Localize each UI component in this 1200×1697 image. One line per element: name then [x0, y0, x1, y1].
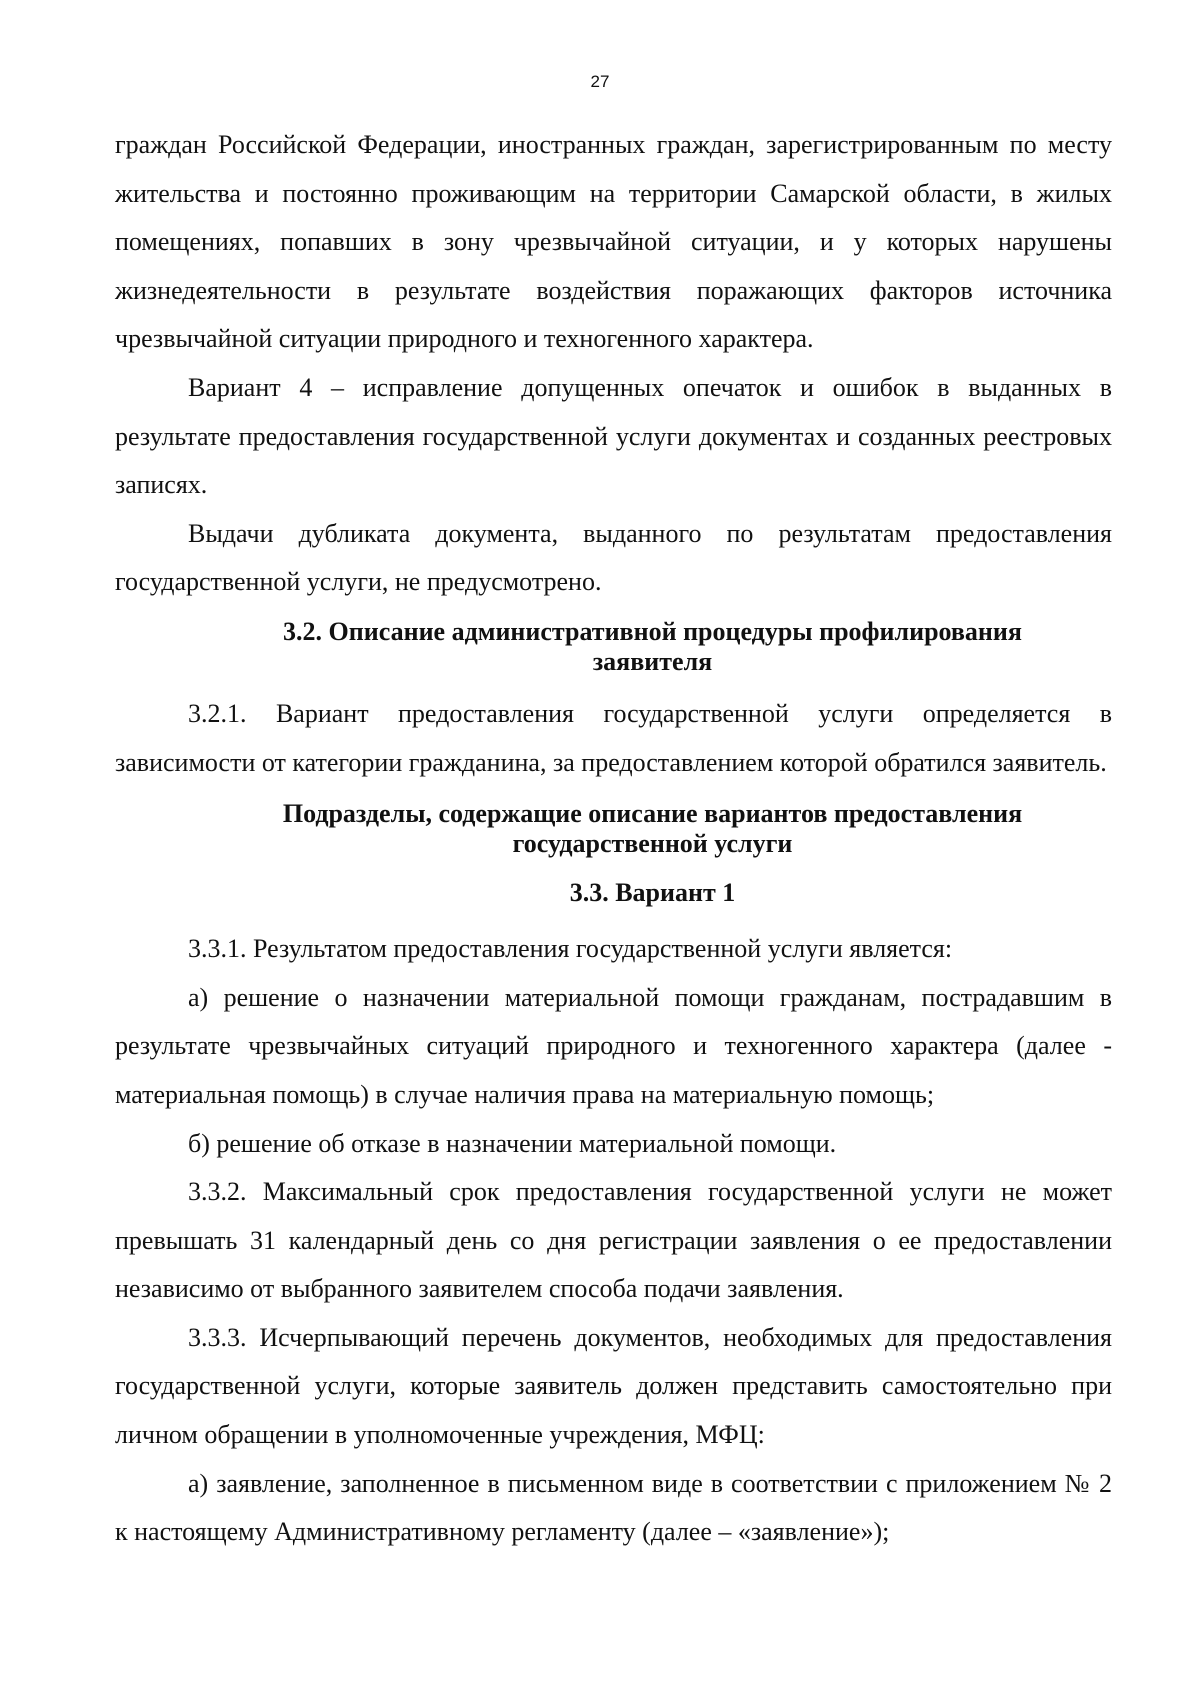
- paragraph-3-3-1: 3.3.1. Результатом предоставления государственной услуги является:: [188, 934, 953, 964]
- paragraph-citizens: граждан Российской Федерации, иностранных граждан, зарегистрированным по месту жительства и постоянно проживающим на территории Самарской области, в жилых помещениях, попавших в зону чрезвычайной ситуации, и у которых нарушены жизнедеятельности в результате воздействия поражающих факторов источника чрезвычайной ситуации природного и техногенного характера.: [115, 130, 1112, 354]
- paragraph-variant-4: Вариант 4 – исправление допущенных опечаток и ошибок в выданных в результате предоставления государственной услуги документах и созданных реестровых записях.: [115, 372, 1112, 500]
- paragraph-3-2-1: 3.2.1. Вариант предоставления государственной услуги определяется в зависимости от категории гражданина, за предоставлением которой обратился заявитель.: [115, 698, 1112, 777]
- paragraph-3-3-3: 3.3.3. Исчерпывающий перечень документов, необходимых для предоставления государственной услуги, которые заявитель должен представить самостоятельно при личном обращении в уполномоченные учреждения, МФЦ:: [115, 1322, 1112, 1450]
- page-content: [115, 121, 1112, 1557]
- heading-3-2: [115, 617, 1112, 677]
- list-item-a-application: а) заявление, заполненное в письменном виде в соответствии с приложением № 2 к настоящему Административному регламенту (далее – «заявление»);: [115, 1468, 1112, 1547]
- heading-subsections: [115, 799, 1112, 859]
- heading-3-2-line2: заявителя: [592, 646, 713, 676]
- heading-subsections-line2: государственной услуги: [512, 829, 793, 859]
- paragraph-duplicate: Выдачи дубликата документа, выданного по результатам предоставления государственной услуги, не предусмотрено.: [115, 518, 1112, 597]
- paragraph-3-3-2: 3.3.2. Максимальный срок предоставления государственной услуги не может превышать 31 календарный день со дня регистрации заявления о ее предоставлении независимо от выбранного заявителем способа подачи заявления.: [115, 1177, 1112, 1304]
- heading-3-3: 3.3. Вариант 1: [569, 878, 736, 908]
- list-item-b: б) решение об отказе в назначении материальной помощи.: [188, 1128, 837, 1158]
- heading-3-2-line1: 3.2. Описание административной процедуры профилирования: [283, 616, 1022, 646]
- page-number: 27: [590, 72, 610, 91]
- list-item-a: а) решение о назначении материальной помощи гражданам, пострадавшим в результате чрезвычайных ситуаций природного и техногенного характера (далее - материальная помощь) в случае наличия права на материальную помощь;: [115, 982, 1112, 1109]
- heading-subsections-line1: Подразделы, содержащие описание вариантов предоставления: [282, 799, 1023, 829]
